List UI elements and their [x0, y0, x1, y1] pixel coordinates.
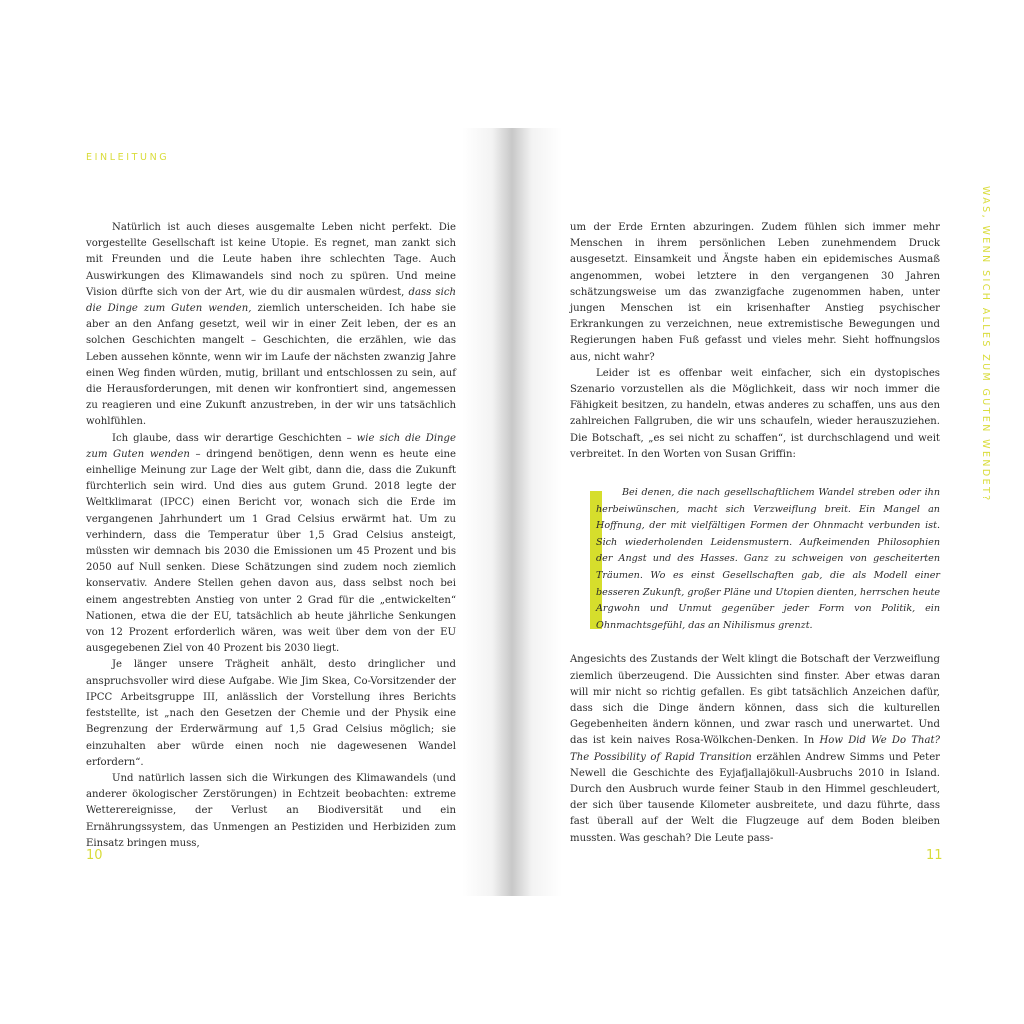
- paragraph: Und natürlich lassen sich die Wirkungen des Klimawandels (und anderer ökologischer Zerstörungen) in Echtzeit beobachten: extreme Wetterereignisse, der Verlust an Biodiversität und ein Ernährungssystem, das Unmengen an Pestiziden und Herbiziden zum Einsatz bringen muss,: [86, 772, 456, 849]
- page-number-right: 11: [926, 848, 943, 863]
- paragraph: Je länger unsere Trägheit anhält, desto dringlicher und anspruchsvoller wird diese Aufgabe. Wie Jim Skea, Co-Vorsitzender der IPCC Arbeitsgruppe III, anlässlich der Vorstellung ihres Berichts feststellte, ist „nach den Gesetzen der Chemie und der Physik eine Begrenzung der Erderwärmung auf 1,5 Grad Celsius möglich; sie einzuhalten aber würde einen noch nie dagewesenen Wandel erfordern“.: [86, 659, 456, 768]
- paragraph: Ich glaube, dass wir derartige Geschichten – wie sich die Dinge zum Guten wenden – dringend benötigen, denn wenn es heute eine einhellige Meinung zur Lage der Welt gibt, dann die, dass die Zukunft fürchterlich sein wird. Und dies aus gutem Grund. 2018 legte der Weltklimarat (IPCC) einen Bericht vor, wonach sich die Erde im vergangenen Jahrhundert um 1 Grad Celsius erwärmt hat. Um zu verhindern, dass die Temperatur über 1,5 Grad Celsius ansteigt, müssten wir demnach bis 2030 die Emissionen um 45 Prozent und bis 2050 auf Null senken. Diese Schätzungen sind zudem noch ziemlich konservativ. Andere Stellen gehen davon aus, dass selbst noch bei einem angestrebten Anstieg von unter 2 Grad für die „entwickelten“ Nationen, etwa die der EU, tatsächlich ab heute jährliche Senkungen von 12 Prozent erforderlich wären, was weit über dem von der EU ausgegebenen Ziel von 40 Prozent bis 2030 liegt.: [86, 432, 456, 655]
- paragraph: um der Erde Ernten abzuringen. Zudem fühlen sich immer mehr Menschen in ihrem persönlichen Leben zunehmendem Druck ausgesetzt. Einsamkeit und Ängste haben ein epidemisches Ausmaß angenommen, wobei letztere in den vergangenen 30 Jahren schätzungsweise um das zwanzigfache zugenommen haben, unter jungen Menschen ist ein krisenhafter Anstieg psychischer Erkrankungen zu verzeichnen, neue extremistische Bewegungen und Regierungen haben Fuß gefasst und vieles mehr. Sieht hoffnungslos aus, nicht wahr?: [570, 222, 940, 363]
- paragraph: Angesichts des Zustands der Welt klingt die Botschaft der Verzweiflung ziemlich überzeugend. Die Aussichten sind finster. Aber etwas daran will mir nicht so richtig gefallen. Es gibt tatsächlich Anzeichen dafür, dass sich die Dinge ändern können, dass sich die kulturellen Gegebenheiten ändern können, und zwar rasch und unerwartet. Und das ist kein naives Rosa-Wölkchen-Denken. In How Did We Do That? The Possibility of Rapid Transition erzählen Andrew Simms und Peter Newell die Geschichte des Eyjafjallajökull-Ausbruchs 2010 in Island. Durch den Ausbruch wurde feiner Staub in den Himmel geschleudert, der sich über tausende Kilometer ausbreitete, und dazu führte, dass fast überall auf der Welt die Flugzeuge auf dem Boden bleiben mussten. Was geschah? Die Leute pass-: [570, 654, 940, 844]
- book-gutter-shadow: [462, 128, 562, 896]
- left-page-body: [86, 220, 456, 852]
- block-quote: [570, 485, 940, 634]
- running-head-right: WAS, WENN SICH ALLES ZUM GUTEN WENDET?: [980, 186, 991, 503]
- book-spread: [0, 128, 1024, 896]
- paragraph: Natürlich ist auch dieses ausgemalte Leben nicht perfekt. Die vorgestellte Gesellschaft ist keine Utopie. Es regnet, man zankt sich mit Freunden und die Leute haben ihre schlechten Tage. Auch Auswirkungen des Klimawandels sind noch zu spüren. Und meine Vision dürfte sich von der Art, wie du dir ausmalen würdest, dass sich die Dinge zum Guten wenden, ziemlich unterscheiden. Ich habe sie aber an den Anfang gesetzt, weil wir in einer Zeit leben, der es an solchen Geschichten mangelt – Geschichten, die erzählen, wie das Leben aussehen könnte, wenn wir im Laufe der nächsten zwanzig Jahre einen Weg finden würden, mutig, brillant und entschlossen zu sein, auf die Herausforderungen, mit denen wir konfrontiert sind, angemessen zu reagieren und eine Zukunft anzustreben, in der wir uns tatsächlich wohlfühlen.: [86, 222, 456, 428]
- right-page-body: [570, 220, 940, 847]
- running-head-left: EINLEITUNG: [86, 152, 170, 163]
- page-number-left: 10: [86, 848, 103, 863]
- paragraph: Leider ist es offenbar weit einfacher, sich ein dystopisches Szenario vorzustellen als die Möglichkeit, dass wir noch immer die Fähigkeit besitzen, zu handeln, etwas anderes zu schaffen, uns aus den zahlreichen Fallgruben, die wir uns schaufeln, wieder herauszuziehen. Die Botschaft, „es sei nicht zu schaffen“, ist durchschlagend und weit verbreitet. In den Worten von Susan Griffin:: [570, 367, 940, 460]
- quote-text: Bei denen, die nach gesellschaftlichem Wandel streben oder ihn herbeiwünschen, macht sich Verzweiflung breit. Ein Mangel an Hoffnung, der mit vielfältigen Formen der Ohnmacht verbunden ist. Sich wiederholenden Leidensmustern. Aufkeimenden Philosophien der Angst und des Hasses. Ganz zu schweigen von gescheiterten Träumen. Wo es einst Gesellschaften gab, die als Modell einer besseren Zukunft, großer Pläne und Utopien dienten, herrschen heute Argwohn und Unmut gegenüber jeder Form von Politik, ein Ohnmachtsgefühl, das an Nihilismus grenzt.: [596, 487, 940, 631]
